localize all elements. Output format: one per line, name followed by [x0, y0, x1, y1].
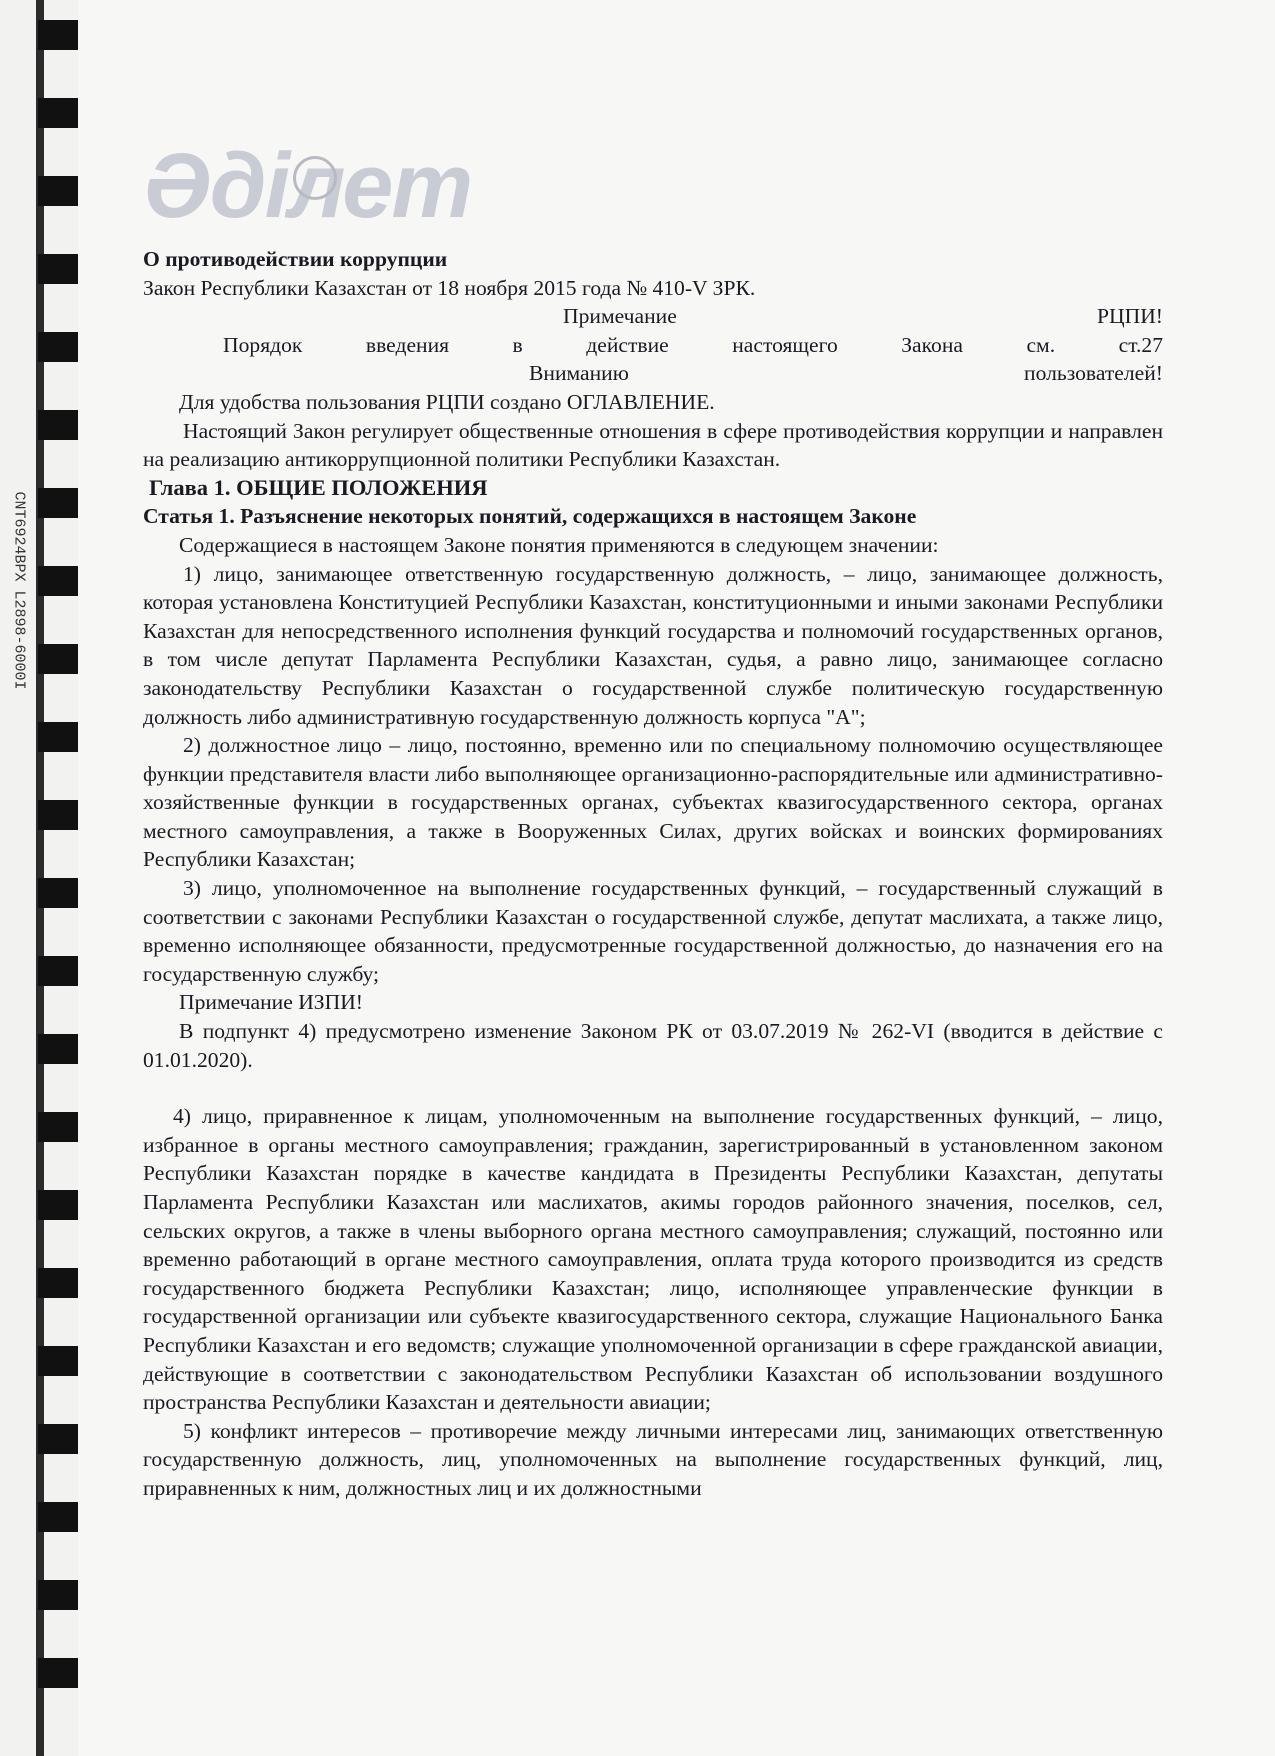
- izpi-text: В подпункт 4) предусмотрено изменение Законом РК от 03.07.2019 № 262-VI (вводится в действие с 01.01.2020).: [143, 1019, 1163, 1072]
- binding-tab: [38, 800, 78, 830]
- binding-tab: [38, 1658, 78, 1688]
- binding-tab: [38, 254, 78, 284]
- binding-tab: [38, 1580, 78, 1610]
- binding-tab: [38, 332, 78, 362]
- law-title: О противодействии коррупции: [143, 247, 448, 271]
- document-body: [143, 245, 1163, 1503]
- article-intro: Содержащиеся в настоящем Законе понятия применяются в следующем значении:: [179, 532, 939, 557]
- article-item-3: 3) лицо, уполномоченное на выполнение государственных функций, – государственный служащий в соответствии с законами Республики Казахстан о государственной службе, депутат маслихата, а также лицо, временно исполняющее обязанности, предусмотренные государственной должностью, до назначения его на государственную службу;: [143, 876, 1163, 986]
- article-item-1: 1) лицо, занимающее ответственную государственную должность, – лицо, занимающее должность, которая установлена Конституцией Республики Казахстан, конституционными и иными законами Республики Казахстан для непосредственного исполнения функций государства и полномочий государственных органов, в том числе депутат Парламента Республики Казахстан, судья, а равно лицо, занимающее согласно законодательству Республики Казахстан о государственной службе политическую государственную должность либо административную государственную должность корпуса "А";: [143, 561, 1163, 729]
- binding-tab: [38, 1424, 78, 1454]
- document-page: [143, 135, 1163, 1503]
- binding-tab: [38, 878, 78, 908]
- binding-tab: [38, 956, 78, 986]
- note-row: [143, 302, 1163, 331]
- preamble: Настоящий Закон регулирует общественные отношения в сфере противодействия коррупции и направлен на реализацию антикоррупционной политики Республики Казахстан.: [143, 418, 1163, 472]
- side-stamp-code: [4, 450, 34, 730]
- attention-row: [143, 359, 1163, 388]
- article-heading: Статья 1. Разъяснение некоторых понятий, содержащихся в настоящем Законе: [143, 504, 917, 529]
- binding-tab: [38, 20, 78, 50]
- law-subtitle: Закон Республики Казахстан от 18 ноября 2015 года № 410-V ЗРК.: [143, 275, 756, 300]
- side-stamp-code-text: CNT6924BPX L2898-6000I: [10, 490, 28, 690]
- attention-label: Вниманию: [529, 361, 629, 386]
- article-item-5: 5) конфликт интересов – противоречие между личными интересами лиц, занимающих ответственную государственную должность, лиц, уполномоченных на выполнение государственных функций, лиц, приравненных к ним, должностных лиц и их должностными: [143, 1418, 1163, 1500]
- chapter-heading: Глава 1. ОБЩИЕ ПОЛОЖЕНИЯ: [149, 474, 488, 500]
- toc-note: Для удобства пользования РЦПИ создано ОГЛАВЛЕНИЕ.: [179, 389, 715, 414]
- note-source: РЦПИ!: [1097, 304, 1163, 329]
- binding-tab: [38, 410, 78, 440]
- article-item-2: 2) должностное лицо – лицо, постоянно, временно или по специальному полномочию осуществляющее функции представителя власти либо выполняющее организационно-распорядительные или административно-хозяйственные функции в государственных органах, субъектах квазигосударственного сектора, органах местного самоуправления, а также в Вооруженных Силах, других войсках и воинских формированиях Республики Казахстан;: [143, 733, 1163, 872]
- binding-tab: [38, 1112, 78, 1142]
- binding-tab: [38, 1502, 78, 1532]
- binding-tab: [38, 644, 78, 674]
- binding-tab: [38, 1190, 78, 1220]
- binding-tab: [38, 566, 78, 596]
- note-text: Порядок введения в действие настоящего Закона см. ст.27: [223, 332, 1163, 357]
- adilet-logo-text: Әділет: [143, 135, 472, 237]
- spacer: [143, 1074, 1163, 1102]
- izpi-note: Примечание ИЗПИ!: [179, 990, 363, 1015]
- article-item-4: 4) лицо, приравненное к лицам, уполномоченным на выполнение государственных функций, – лицо, избранное в органы местного самоуправления; гражданин, зарегистрированный в установленном законом Республики Казахстан порядке в качестве кандидата в Президенты Республики Казахстан, депутаты Парламента Республики Казахстан или маслихатов, акимы городов районного значения, поселков, сел, сельских округов, а также в члены выборного органа местного самоуправления; служащий, постоянно или временно работающий в органе местного самоуправления, оплата труда которого производится из средств государственного бюджета Республики Казахстан; лицо, исполняющее управленческие функции в государственной организации или субъекте квазигосударственного сектора, служащие Национального Банка Республики Казахстан и его ведомств; служащие уполномоченной организации в сфере гражданской авиации, действующие в соответствии с законодательством Республики Казахстан об использовании воздушного пространства Республики Казахстан и деятельности авиации;: [143, 1104, 1163, 1415]
- binding-tab: [38, 98, 78, 128]
- adilet-logo-i-icon: [293, 156, 337, 200]
- binding-tab: [38, 1346, 78, 1376]
- binding-margin: [0, 0, 78, 1756]
- binding-tab: [38, 1034, 78, 1064]
- attention-target: пользователей!: [1024, 361, 1163, 386]
- binding-tab: [38, 1268, 78, 1298]
- adilet-logo: [143, 135, 523, 245]
- binding-tab: [38, 176, 78, 206]
- binding-tab: [38, 722, 78, 752]
- note-label: Примечание: [563, 304, 677, 329]
- binding-tab: [38, 488, 78, 518]
